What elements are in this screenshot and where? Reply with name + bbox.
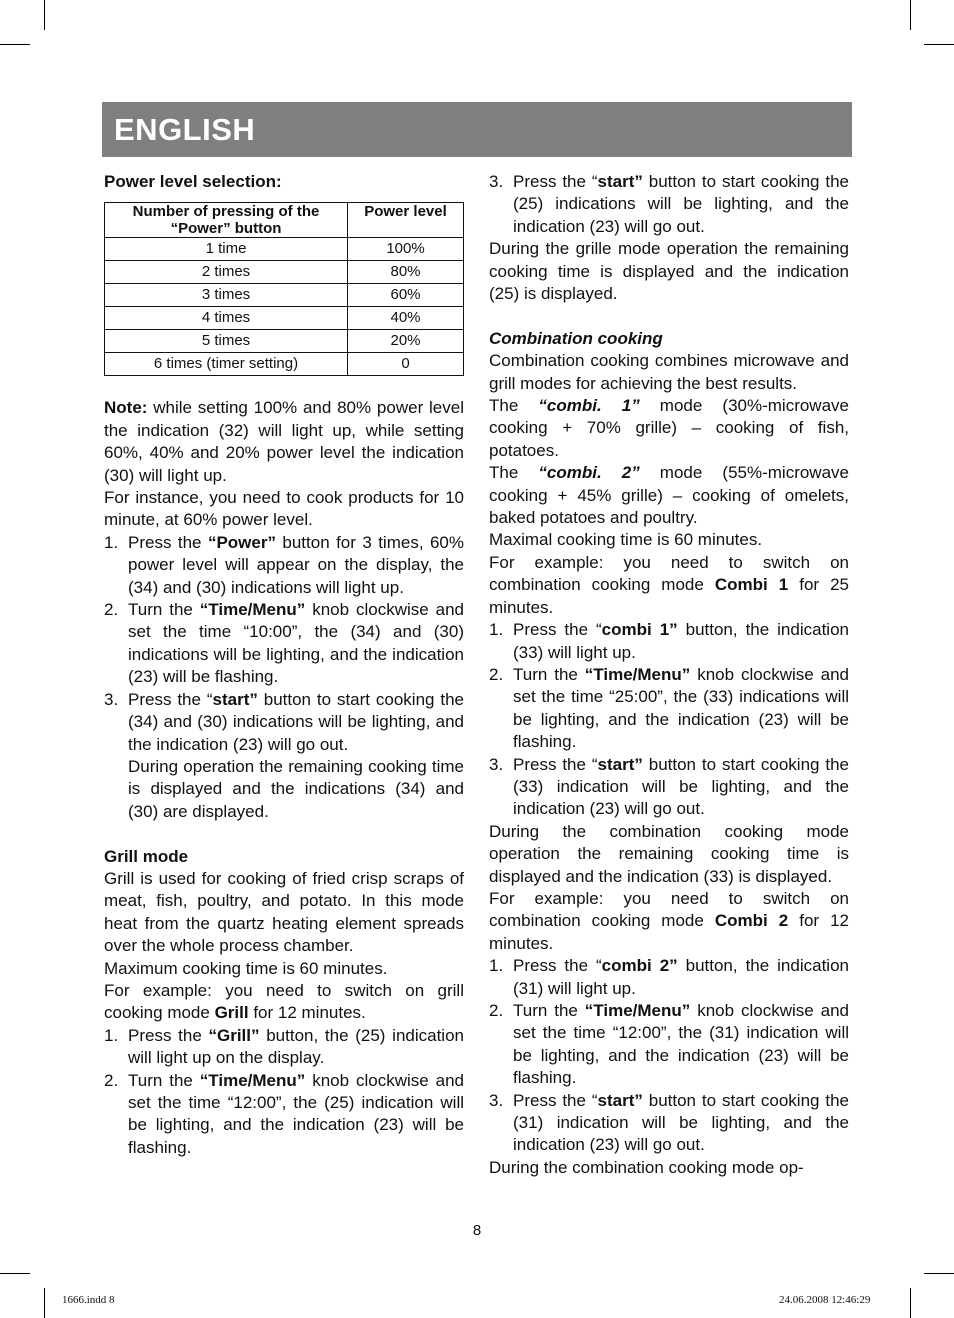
power-steps <box>104 532 464 823</box>
step-text: Press the “ <box>513 1090 598 1110</box>
step-text: Turn the <box>513 664 585 684</box>
step-number: 3. <box>489 172 504 191</box>
table-cell: 5 times <box>105 330 348 353</box>
file-slug: 1666.indd 8 <box>62 1294 115 1306</box>
step-bold: start” <box>597 1090 643 1110</box>
text: For example: you need to switch on combination cooking mode <box>489 888 849 931</box>
grill-paragraph: Maximum cooking time is 60 minutes. <box>104 958 388 978</box>
step-bold: combi 2” <box>601 956 678 976</box>
combination-paragraph: Combination cooking combines microwave and grill modes for achieving the best results. <box>489 351 849 393</box>
table-cell: 3 times <box>105 284 348 307</box>
note-paragraph <box>104 397 464 487</box>
power-level-heading: Power level selection: <box>104 172 282 191</box>
combination-heading: Combination cooking <box>489 328 663 348</box>
bold-text: Combi 1 <box>714 575 789 595</box>
step-number: 2. <box>489 664 504 684</box>
table-cell: 40% <box>348 307 464 330</box>
crop-mark <box>44 0 45 30</box>
list-item <box>104 1025 464 1070</box>
list-item <box>104 532 464 599</box>
step-text: Turn the <box>128 1070 200 1090</box>
combi2-steps <box>489 955 849 1157</box>
list-item <box>104 599 464 689</box>
crop-mark <box>924 1273 954 1274</box>
table-cell: 6 times (timer setting) <box>105 353 348 376</box>
list-item <box>104 689 464 823</box>
combi1-description <box>489 395 849 462</box>
crop-mark <box>910 1288 911 1318</box>
crop-mark <box>910 0 911 30</box>
step-text: knob clockwise and set the time “12:00”, the (31) indication will be lighting, and the indication (23) will be flashing. <box>513 1001 849 1088</box>
max-time: Maximal cooking time is 60 minutes. <box>489 530 763 550</box>
list-item <box>489 754 849 821</box>
step-text: button to start cooking the (33) indication will be lighting, and the indication (23) will go out. <box>513 754 849 819</box>
step-number: 3. <box>104 689 119 709</box>
crop-mark <box>44 1288 45 1318</box>
table-cell: 0 <box>348 353 464 376</box>
combi1-steps <box>489 619 849 821</box>
step-bold: combi 1” <box>601 620 678 640</box>
step-bold: “Time/Menu” <box>584 1001 691 1021</box>
table-header-row <box>105 203 464 238</box>
text: mode (55%-microwave cooking + 45% grille) – cooking of omelets, baked potatoes and poultry. <box>489 463 849 528</box>
step-text: Press the “ <box>128 689 213 709</box>
continued-text: During the combination cooking mode op- <box>489 1157 804 1177</box>
step-text: button, the indication (33) will light up. <box>513 620 849 662</box>
list-item <box>489 955 849 1000</box>
step-text: knob clockwise and set the time “25:00”, the (33) indications will be lighting, and the indication (23) will be flashing. <box>513 664 849 752</box>
note-label: Note: <box>104 398 148 418</box>
left-column <box>104 171 464 1159</box>
table-header: Number of pressing of the “Power” button <box>105 203 348 238</box>
step-text: Press the “ <box>513 754 598 774</box>
step-number: 2. <box>104 600 119 620</box>
table-row <box>105 353 464 376</box>
crop-mark <box>0 1273 30 1274</box>
step-bold: “Power” <box>207 532 276 552</box>
text: For example: you need to switch on grill cooking mode <box>104 980 464 1023</box>
step-text: button, the indication (31) will light up. <box>513 956 849 998</box>
table-row <box>105 284 464 307</box>
list-item <box>489 619 849 664</box>
step-bold: start” <box>212 689 258 709</box>
table-cell: 20% <box>348 330 464 353</box>
combi2-description <box>489 462 849 529</box>
step-text: button for 3 times, 60% power level will appear on the display, the (34) and (30) indications will light up. <box>128 532 464 597</box>
table-row <box>105 261 464 284</box>
step-text: Press the “ <box>513 620 602 640</box>
bold-italic-text: “combi. 2” <box>538 463 640 483</box>
list-item <box>489 171 849 238</box>
text: mode (30%-microwave cooking + 70% grille) – cooking of fish, potatoes. <box>489 396 849 460</box>
list-item <box>489 1090 849 1157</box>
table-cell: 80% <box>348 261 464 284</box>
step-bold: “Time/Menu” <box>199 600 306 620</box>
power-level-table <box>104 202 464 376</box>
grill-heading: Grill mode <box>104 846 189 866</box>
step-text: Press the <box>128 1025 209 1045</box>
combi2-example <box>489 888 849 955</box>
grill-during: During the grille mode operation the remaining cooking time is displayed and the indication (25) is displayed. <box>489 239 849 304</box>
step-bold: start” <box>597 754 643 774</box>
language-title: ENGLISH <box>114 112 256 147</box>
step-number: 2. <box>104 1070 119 1090</box>
step-text: Turn the <box>513 1001 585 1021</box>
table-cell: 2 times <box>105 261 348 284</box>
text: The <box>489 463 539 483</box>
step-number: 1. <box>489 956 504 976</box>
step-extra: During operation the remaining cooking time is displayed and the indications (34) and (30) are displayed. <box>128 756 464 821</box>
list-item <box>489 1000 849 1090</box>
table-row <box>105 307 464 330</box>
list-item <box>489 664 849 754</box>
table-header: Power level <box>348 203 464 238</box>
step-number: 1. <box>489 620 504 640</box>
step-number: 2. <box>489 1001 504 1021</box>
text: for 12 minutes. <box>489 911 849 953</box>
text: For example: you need to switch on combination cooking mode <box>489 552 849 595</box>
text: for 12 minutes. <box>248 1003 366 1023</box>
step-text: Press the “ <box>513 956 602 976</box>
step-number: 1. <box>104 1025 119 1045</box>
note-text: while setting 100% and 80% power level the indication (32) will light up, while setting 60%, 40% and 20% power level the indication (30) will light up. <box>104 398 464 485</box>
step-text: knob clockwise and set the time “10:00”, the (34) and (30) indications will be lighting, and the indication (23) will be flashing. <box>128 600 464 687</box>
page-number: 8 <box>472 1222 482 1239</box>
table-cell: 100% <box>348 238 464 261</box>
table-row <box>105 330 464 353</box>
step-bold: start” <box>597 172 643 191</box>
bold-text: Combi 2 <box>714 911 789 931</box>
example-paragraph: For instance, you need to cook products for 10 minute, at 60% power level. <box>104 488 464 530</box>
list-item <box>104 1070 464 1160</box>
step-bold: “Time/Menu” <box>199 1070 306 1090</box>
bold-italic-text: “combi. 1” <box>538 396 640 416</box>
table-cell: 1 time <box>105 238 348 261</box>
bold-text: Grill <box>214 1003 249 1023</box>
crop-mark <box>0 44 30 45</box>
table-cell: 4 times <box>105 307 348 330</box>
step-number: 3. <box>489 754 504 774</box>
language-header <box>102 102 852 157</box>
combi1-example <box>489 552 849 619</box>
table-row <box>105 238 464 261</box>
step-text: Turn the <box>128 600 200 620</box>
step-bold: “Grill” <box>208 1025 260 1045</box>
step-text: knob clockwise and set the time “12:00”, the (25) indication will be lighting, and the indication (23) will be flashing. <box>128 1070 464 1157</box>
step-number: 3. <box>489 1090 504 1110</box>
text: for 25 minutes. <box>489 575 849 617</box>
right-column <box>489 171 849 1179</box>
step-bold: “Time/Menu” <box>584 664 691 684</box>
step-number: 1. <box>104 532 119 552</box>
grill-paragraph: Grill is used for cooking of fried crisp scraps of meat, fish, poultry, and potato. In this mode heat from the quartz heating element spreads over the whole process chamber. <box>104 868 464 956</box>
step-text: Press the “ <box>513 172 598 191</box>
grill-steps-continued <box>489 171 849 238</box>
step-text: Press the <box>128 532 208 552</box>
text: The <box>489 396 539 416</box>
grill-example <box>104 980 464 1025</box>
crop-mark <box>924 44 954 45</box>
step-text: button to start cooking the (25) indications will be lighting, and the indication (23) will go out. <box>513 172 849 236</box>
timestamp-slug: 24.06.2008 12:46:29 <box>779 1294 871 1306</box>
combi1-during: During the combination cooking mode operation the remaining cooking time is displayed and the indication (33) is displayed. <box>489 821 849 886</box>
grill-steps <box>104 1025 464 1159</box>
step-text: button, the (25) indication will light up on the display. <box>128 1025 464 1068</box>
table-cell: 60% <box>348 284 464 307</box>
step-text: button to start cooking the (31) indication will be lighting, and the indication (23) will go out. <box>513 1090 849 1155</box>
step-text: button to start cooking the (34) and (30) indications will be lighting, and the indication (23) will go out. <box>128 689 464 754</box>
